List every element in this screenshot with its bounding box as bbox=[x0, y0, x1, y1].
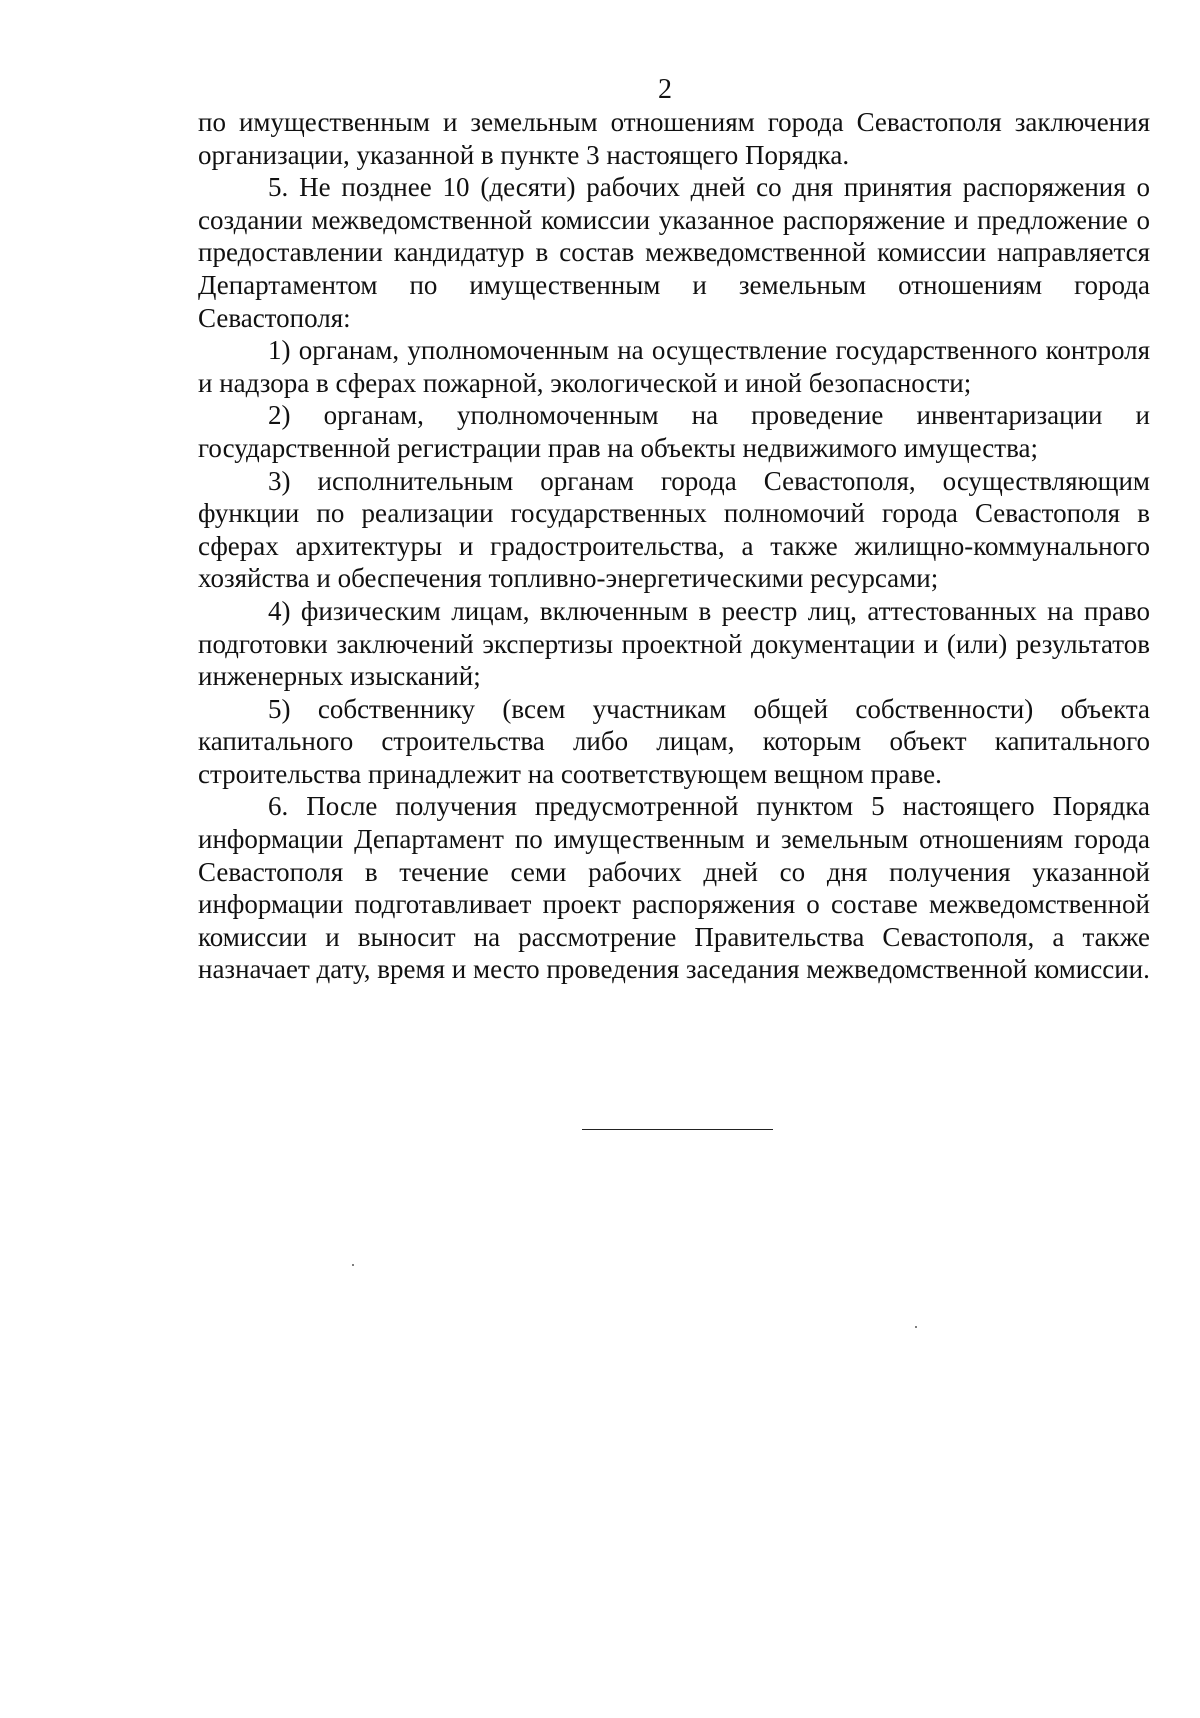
paragraph-item-6: 6. После получения предусмотренной пунктом 5 настоящего Порядка информации Департамент по имущественным и земельным отношениям города Севастополя в течение семи рабочих дней со дня получения указанной информации подготавливает проект распоряжения о составе межведомственной комиссии и выносит на рассмотрение Правительства Севастополя, а также назначает дату, время и место проведения заседания межведомственной комиссии. bbox=[198, 791, 1150, 985]
list-item-4: 4) физическим лицам, включенным в реестр лиц, аттестованных на право подготовки заключений экспертизы проектной документации и (или) результатов инженерных изысканий; bbox=[198, 595, 1150, 692]
list-item-5: 5) собственнику (всем участникам общей собственности) объекта капитального строительства либо лицам, которым объект капитального строительства принадлежит на соответствующем вещном праве. bbox=[198, 693, 1150, 789]
list-item-3: 3) исполнительным органам города Севастополя, осуществляющим функции по реализации государственных полномочий города Севастополя в сферах архитектуры и градостроительства, а также жилищно-коммунального хозяйства и обеспечения топливно-энергетическими ресурсами; bbox=[198, 465, 1150, 594]
scan-speck bbox=[915, 1326, 917, 1328]
document-body bbox=[198, 106, 1150, 986]
page-number: 2 bbox=[658, 74, 672, 105]
list-item-2: 2) органам, уполномоченным на проведение инвентаризации и государственной регистрации прав на объекты недвижимого имущества; bbox=[198, 400, 1150, 463]
end-separator-line bbox=[582, 1129, 773, 1130]
paragraph-item-5: 5. Не позднее 10 (десяти) рабочих дней со дня принятия распоряжения о создании межведомственной комиссии указанное распоряжение и предложение о предоставлении кандидатур в состав межведомственной комиссии направляется Департаментом по имущественным и земельным отношениям города Севастополя: bbox=[198, 172, 1150, 333]
scan-speck bbox=[352, 1264, 354, 1266]
list-item-1: 1) органам, уполномоченным на осуществление государственного контроля и надзора в сферах пожарной, экологической и иной безопасности; bbox=[198, 335, 1150, 398]
paragraph-continuation: по имущественным и земельным отношениям города Севастополя заключения организации, указанной в пункте 3 настоящего Порядка. bbox=[198, 107, 1150, 170]
